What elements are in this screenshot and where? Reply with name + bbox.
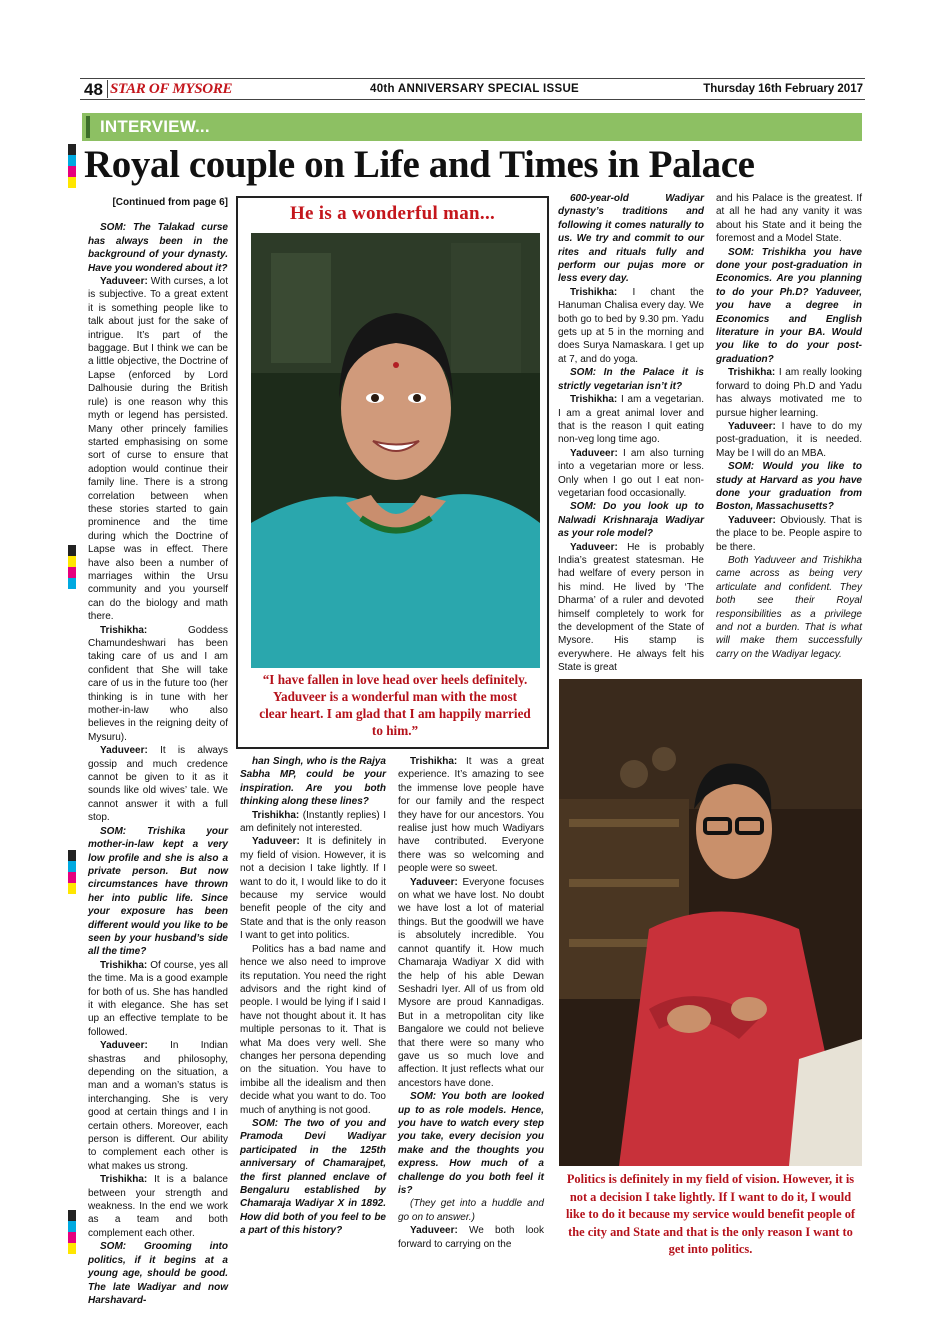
paragraph-text: 600-year-old Wadiyar dynasty’s traditions and following it comes naturally to us. We try and commit to our rites and rituals fully and perform our pujas more or less every day.: [558, 193, 704, 285]
article-paragraph: [88, 1039, 228, 1173]
paragraph-text: It is a balance between your strength and weakness. In the end we work as a team and both complement each other.: [88, 1174, 228, 1239]
paragraph-text: Everyone focuses on what we have lost. No doubt we have lost a lot of material things. But the goodwill we have is absolutely incredible. You cannot quantify it. How much Chamaraja Wadiyar X did with the help of his able Dewan Seshadri Iyer. All of us from old Mysore are proud Kannadigas. But in a metropolitan city like Bangalore we could not believe that there were so many who gave us so much love and affection. It just reflects what our ancestors have done.: [398, 876, 544, 1089]
interview-question: [88, 1240, 228, 1307]
paragraph-text: Of course, yes all the time. Ma is a good example for both of us. She has handled it with elegance. She has set up an effective template to be followed.: [88, 959, 228, 1038]
article-paragraph: [240, 835, 386, 942]
paragraph-text: I have to do my post-graduation, it is needed. May be I will do an MBA.: [716, 420, 862, 459]
article-paragraph: [88, 275, 228, 624]
color-registration-bar: [68, 545, 76, 589]
speaker-name: Yaduveer:: [410, 876, 458, 888]
article-column-1: [88, 196, 228, 1306]
article-paragraph: [88, 959, 228, 1039]
paragraph-text: I am a vegetarian. I am a great animal lover and that is the reason I quit eating non-veg long time ago.: [558, 394, 704, 446]
paragraph-text: It is always gossip and much credence cannot be given to it as it sounds like old wives’ tale. We cannot answer it with a full stop.: [88, 745, 228, 824]
article-column-3: [558, 192, 704, 672]
paragraph-text: SOM: In the Palace it is strictly vegetarian isn’t it?: [558, 367, 704, 392]
paragraph-text: SOM: Grooming into politics, if it begins at a young age, should be good. The late Wadiyar and now Harshavard-: [88, 1241, 228, 1306]
paragraph-text: Obviously. That is the place to be. People aspire to be there.: [716, 514, 862, 553]
interview-question: [88, 825, 228, 959]
interview-question: [558, 500, 704, 540]
header-top-rule: [80, 78, 865, 79]
speaker-name: Yaduveer:: [252, 836, 300, 848]
photo-caption-quote: “I have fallen in love head over heels definitely. Yaduveer is a wonderful man with the most clear heart. I am glad that I am happily married to him.”: [259, 672, 531, 738]
paragraph-text: SOM: You both are looked up to as role models. Hence, you have to watch every step you take, every decision you make and the thoughts you express. How much of a challenge do you both feel it is?: [398, 1091, 544, 1196]
interview-question: [240, 1117, 386, 1238]
interview-question: [558, 192, 704, 286]
paragraph-text: SOM: The two of you and Pramoda Devi Wadiyar participated in the 125th anniversary of Chamarajpet, the first planned enclave of Bengaluru established by Chamaraja Wadiyar X in 1892. How did both of you feel to be a part of this history?: [240, 1117, 386, 1237]
article-paragraph: [398, 1197, 544, 1224]
speaker-name: Trishikha:: [728, 367, 776, 379]
paragraph-text: I chant the Hanuman Chalisa every day. We both go to bed by 9.30 pm. Yadu gets up at 5 in the morning and does Surya Namaskara. I get up at 7, and do yoga.: [558, 286, 704, 365]
speaker-name: Yaduveer:: [410, 1225, 458, 1237]
speaker-name: Yaduveer:: [100, 1040, 148, 1052]
paragraph-text: han Singh, who is the Rajya Sabha MP, could be your inspiration. Are you both thinking along these lines?: [240, 756, 386, 808]
paragraph-text: With curses, a lot is subjective. To a great extent it is something people like to talk about just for the sake of intrigue. It’s part of the baggage. But I think we can be a little objective, the Doctrine of Lapse (enforced by Lord Dalhousie during the British rule) is one reason why this myth or legend has persisted. Many other princely families started emphasising on some sort of curse to ensure that adoption would continue their family line. There is a strong correlation between when these stories started to gain prominence and the time during which the Doctrine of Lapse was in effect. There have also been a number of marriages within the Ursu community and you yourself can do the biology and math there.: [88, 276, 228, 623]
paragraph-text: Both Yaduveer and Trishikha came across as being very articulate and confident. They both see their Royal responsibilities as a privilege and not a burden. That is what will make them successfully carry on the Wadiyar legacy.: [716, 554, 862, 660]
speaker-name: Yaduveer:: [570, 541, 618, 553]
continued-note: [88, 196, 228, 209]
interview-question: [240, 755, 386, 809]
article-paragraph: [240, 809, 386, 836]
issue-date: Thursday 16th February 2017: [703, 83, 863, 95]
article-paragraph: [398, 755, 544, 876]
article-paragraph: [398, 1224, 544, 1251]
article-paragraph: [716, 554, 862, 661]
article-column-2: [240, 755, 386, 1275]
speaker-name: Trishikha:: [570, 286, 618, 298]
color-registration-bar: [68, 144, 76, 188]
woman-portrait-photo: [251, 233, 540, 668]
header-bottom-rule: [80, 99, 865, 100]
interview-question: [88, 221, 228, 275]
paragraph-text: In Indian shastras and philosophy, depending on the situation, a man and a woman’s status is interchanging. She is very good at certain things and I in certain others. Moreover, each person is different. Our ability to complement each other is what makes us strong.: [88, 1040, 228, 1172]
speaker-name: Yaduveer:: [570, 447, 618, 459]
speaker-name: Yaduveer:: [100, 276, 148, 288]
speaker-name: Yaduveer:: [728, 420, 776, 432]
paragraph-text: He is probably India’s greatest statesman. He had welfare of every person in his mind. He lived by ‘The Dharma’ of a ruler and devoted himself completely to work for the development of the State of Mysore. His stamp is everywhere. He always felt his State is great: [558, 541, 704, 674]
speaker-name: Trishikha:: [100, 959, 148, 971]
issue-title: 40th ANNIVERSARY SPECIAL ISSUE: [370, 83, 580, 95]
speaker-name: Yaduveer:: [100, 745, 148, 757]
color-registration-bar: [68, 1210, 76, 1254]
article-paragraph: [558, 541, 704, 675]
article-paragraph: [716, 420, 862, 460]
article-paragraph: [716, 514, 862, 554]
header-divider: [107, 80, 108, 98]
article-paragraph: [88, 1173, 228, 1240]
speaker-name: Yaduveer:: [728, 514, 776, 526]
paragraph-text: I am really looking forward to doing Ph.D and Yadu has always motivated me to pursue higher learning.: [716, 367, 862, 419]
paragraph-text: (Instantly replies) I am definitely not interested.: [240, 809, 386, 835]
article-paragraph: [558, 393, 704, 447]
paragraph-text: SOM: Do you look up to Nalwadi Krishnaraja Wadiyar as your role model?: [558, 501, 704, 540]
article-paragraph: [88, 744, 228, 824]
article-column-4: [716, 192, 862, 672]
article-paragraph: [240, 943, 386, 1117]
article-paragraph: [716, 366, 862, 420]
page-number: 48: [84, 80, 103, 99]
article-paragraph: [88, 624, 228, 745]
article-paragraph: [558, 286, 704, 366]
speaker-name: Trishikha:: [410, 756, 458, 767]
paragraph-text: SOM: Trishika your mother-in-law kept a very low profile and she is also a private person. But now circumstances have thrown her into public life. Since your exposure has been different would you like to be seen by your husband’s side all the time?: [88, 825, 228, 958]
article-paragraph: [716, 192, 862, 246]
speaker-name: Trishikha:: [252, 809, 300, 821]
photo-caption-politics: Politics is definitely in my field of vision. However, it is not a decision I take lightly. If I want to do it, I would like to do it because my service would benefit people of the city and State and that is the only reason I want to get into politics.: [565, 1172, 856, 1256]
photo-box-title: He is a wonderful man...: [289, 203, 496, 224]
paragraph-text: [Continued from page 6]: [112, 197, 228, 208]
interview-question: [716, 460, 862, 514]
article-paragraph: [558, 447, 704, 501]
speaker-name: Trishikha:: [100, 1174, 148, 1186]
publication-logo: STAR OF MYSORE: [110, 81, 233, 97]
paragraph-text: It is definitely in my field of vision. However, it is not a decision I take lightly. If I want to do it, I would like to do it because my service would benefit people of the city and State and that is the only reason I want to get into politics.: [240, 836, 386, 942]
interview-question: [398, 1090, 544, 1197]
paragraph-text: (They get into a huddle and go on to answer.): [398, 1198, 544, 1223]
paragraph-text: SOM: The Talakad curse has always been in the background of your dynasty. Have you wondered about it?: [88, 222, 228, 274]
banner-stripe: [86, 116, 90, 138]
paragraph-text: SOM: Would you like to study at Harvard as you have done your graduation from Boston, Massachusetts?: [716, 461, 862, 513]
section-label: INTERVIEW...: [100, 117, 210, 136]
speaker-name: Trishikha:: [570, 394, 618, 406]
paragraph-text: and his Palace is the greatest. If at all he had any vanity it was about his State and it being the foremost and a Model State.: [716, 193, 862, 245]
paragraph-text: I am also turning into a vegetarian more or less. Only when I go out I eat non-vegetarian food occasionally.: [558, 447, 704, 499]
paragraph-text: Goddess Chamundeshwari has been taking care of us and I am confident that She will take care of us in the future too (her thinking is in tune with her mother-in-law who also believes in the reigning deity of Mysuru).: [88, 624, 228, 743]
interview-question: [716, 246, 862, 367]
paragraph-text: SOM: Trishikha you have done your post-graduation in Economics. Are you planning to do your Ph.D? Yaduveer, you have a degree in Economics and English literature in your BA. Would you like to do your post-graduation?: [716, 246, 862, 365]
paragraph-text: We both look forward to carrying on the: [398, 1225, 544, 1250]
speaker-name: Trishikha:: [100, 624, 148, 636]
paragraph-text: Politics has a bad name and hence we also need to improve its reputation. You need the right advisors and the right kind of people. I would be lying if I said I have not thought about it. It has multiple personas to it. That is what Ma does very well. She changes her persona depending on the situation. You have to imbibe all the idealism and then decide what you want to do. Too much of anything is not good.: [240, 943, 386, 1116]
man-portrait-photo: [559, 679, 862, 1166]
paragraph-text: It was a great experience. It’s amazing to see the immense love people have for our family and the respect they have for our ancestors. You realise just how much Wadiyars have contributed. Everyone there was so welcoming and people were so sweet.: [398, 756, 544, 875]
article-column-3-lower: [398, 755, 544, 1275]
color-registration-bar: [68, 850, 76, 894]
interview-question: [558, 366, 704, 393]
article-paragraph: [398, 876, 544, 1091]
page-title: Royal couple on Life and Times in Palace: [84, 143, 755, 186]
